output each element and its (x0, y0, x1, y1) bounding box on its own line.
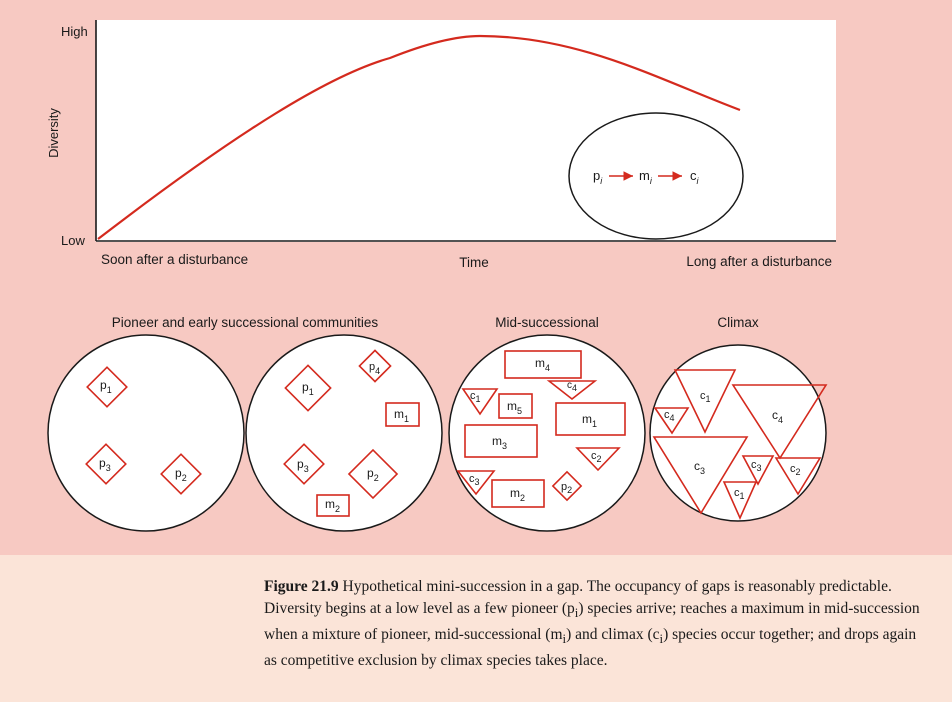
inset-p-label: $p_i$ (593, 168, 603, 186)
inset-c-label: $c_i$ (690, 168, 699, 186)
x-left-label: Soon after a disturbance (101, 252, 249, 267)
figure-caption (264, 576, 924, 672)
species-label: $c_1$ (470, 390, 481, 404)
species-label: $p_2$ (367, 466, 379, 483)
species-label: $c_3$ (469, 473, 480, 487)
caption-text-4: ) species occur together; and drops again as competitive exclusion by climax species takes place. (264, 626, 917, 670)
species-label: $m_1$ (582, 412, 598, 429)
caption-label: Figure 21.9 (264, 578, 339, 595)
caption-text-2: ) species arrive; reaches a maximum in mid-succession when a mixture of pioneer, mid-successional (m (264, 600, 920, 644)
pioneer-circle-2 (246, 335, 442, 531)
species-label: $c_2$ (790, 463, 801, 477)
inset-m-label: $m_i$ (639, 168, 652, 186)
species-label: $c_4$ (664, 409, 675, 423)
species-label: $c_4$ (772, 408, 784, 425)
caption-text-3: ) and climax (c (566, 626, 660, 644)
caption-sub-p: i (574, 605, 579, 621)
species-label: c4 (567, 380, 578, 393)
climax-panel-title: Climax (717, 315, 759, 330)
species-label: $c_3$ (751, 459, 762, 473)
species-label: $m_4$ (535, 356, 551, 373)
species-label: $p_2$ (175, 466, 187, 483)
species-label: $m_1$ (394, 407, 410, 424)
species-label: $m_2$ (510, 486, 526, 503)
caption-sub-c: i (659, 631, 664, 647)
x-right-label: Long after a disturbance (686, 254, 832, 269)
species-label: $p_4$ (369, 361, 381, 376)
pioneer-panel-title: Pioneer and early successional communities (111, 315, 379, 330)
species-label: $p_3$ (99, 456, 111, 473)
mid-panel-title: Mid-successional (495, 315, 599, 330)
caption-sub-m: i (562, 631, 567, 647)
caption-text-1: Hypothetical mini-succession in a gap. The occupancy of gaps is reasonably predictable. Diversity begins at a low level as a few pioneer (p (264, 578, 892, 617)
species-label: $p_1$ (302, 380, 314, 397)
species-label: $c_2$ (591, 450, 602, 464)
species-label: $m_5$ (507, 399, 523, 416)
pioneer-circle-1 (48, 335, 244, 531)
species-label: $c_1$ (734, 487, 745, 501)
species-label: $m_3$ (492, 434, 508, 451)
species-label: $p_3$ (297, 457, 309, 474)
y-low-label: Low (61, 233, 85, 248)
species-label: $p_1$ (100, 378, 112, 395)
species-label: $m_2$ (325, 497, 341, 514)
x-axis-title: Time (459, 255, 489, 270)
y-high-label: High (61, 24, 88, 39)
species-label: $p_2$ (561, 481, 573, 495)
species-label: $c_1$ (700, 390, 711, 404)
y-axis-title: Diversity (46, 108, 61, 158)
species-label: $c_3$ (694, 459, 706, 476)
